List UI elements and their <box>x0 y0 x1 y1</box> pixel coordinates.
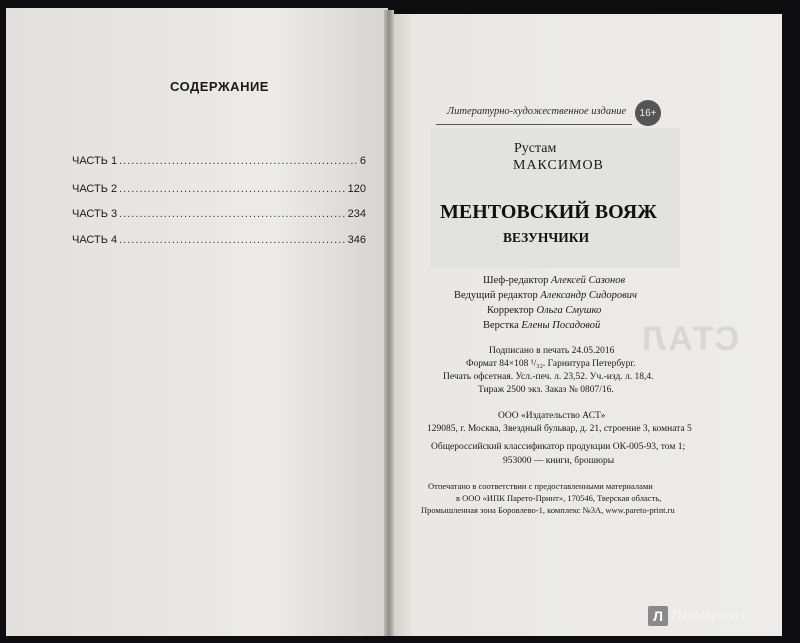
print-line: Формат 84×108 ¹/₃₂. Гарнитура Петербург. <box>466 359 636 369</box>
toc-leader-dots <box>119 208 346 220</box>
credit-name: Ольга Смушко <box>536 305 602 316</box>
author-last-name: МАКСИМОВ <box>513 158 604 173</box>
author-first-name: Рустам <box>514 141 557 156</box>
credit-name: Александр Сидорович <box>540 290 637 301</box>
print-line: Печать офсетная. Усл.-печ. л. 23,52. Уч.-изд. л. 18,4. <box>443 372 654 382</box>
printer-line: Промышленная зона Боровлево-1, комплекс №3А, www.pareto-print.ru <box>421 505 675 515</box>
publisher-line: 953000 — книги, брошюры <box>503 456 615 466</box>
left-page <box>6 8 388 636</box>
toc-item-page: 6 <box>359 155 366 167</box>
genre-label: Литературно-художественное издание <box>447 106 627 117</box>
publisher-line: Общероссийский классификатор продукции ОК-005-93, том 1; <box>431 442 686 452</box>
printer-line: в ООО «ИПК Парето-Принт», 170546, Тверская область, <box>456 493 662 503</box>
bleed-through-text: СТАЛ <box>640 320 740 358</box>
toc-leader-dots <box>119 183 346 195</box>
watermark-text: Лабиринт <box>671 607 748 624</box>
toc-item-label: ЧАСТЬ 2 <box>72 183 118 195</box>
toc-leader-dots <box>119 234 346 246</box>
credit-line <box>454 290 637 301</box>
toc-item-label: ЧАСТЬ 1 <box>72 155 118 167</box>
toc-item-3 <box>72 208 366 220</box>
book-subtitle: ВЕЗУНЧИКИ <box>503 230 590 245</box>
labirint-logo-icon: Л <box>648 606 668 626</box>
credit-role: Шеф-редактор <box>483 275 549 286</box>
credit-role: Верстка <box>483 320 519 331</box>
toc-item-page: 234 <box>347 208 366 220</box>
toc-item-page: 120 <box>347 183 366 195</box>
age-rating-badge: 16+ <box>635 100 661 126</box>
print-line: Тираж 2500 экз. Заказ № 0807/16. <box>478 385 614 395</box>
print-line: Подписано в печать 24.05.2016 <box>489 346 615 356</box>
credit-line <box>487 305 601 316</box>
credit-role: Ведущий редактор <box>454 290 538 301</box>
toc-item-2 <box>72 183 366 195</box>
publisher-line: ООО «Издательство АСТ» <box>498 411 606 421</box>
credit-line <box>483 275 625 286</box>
divider <box>436 124 632 125</box>
book-title: МЕНТОВСКИЙ ВОЯЖ <box>440 201 657 223</box>
toc-item-label: ЧАСТЬ 4 <box>72 234 118 246</box>
publisher-line: 129085, г. Москва, Звездный бульвар, д. 21, строение 3, комната 5 <box>427 424 692 434</box>
credit-name: Алексей Сазонов <box>551 275 626 286</box>
toc-item-1 <box>72 155 366 167</box>
printer-line: Отпечатано в соответствии с предоставленными материалами <box>428 481 653 491</box>
toc-item-page: 346 <box>347 234 366 246</box>
book-gutter <box>384 10 394 636</box>
toc-item-4 <box>72 234 366 246</box>
toc-leader-dots <box>119 155 358 167</box>
toc-item-label: ЧАСТЬ 3 <box>72 208 118 220</box>
credit-name: Елены Посадовой <box>521 320 601 331</box>
credit-line <box>483 320 600 331</box>
credit-role: Корректор <box>487 305 534 316</box>
toc-title: СОДЕРЖАНИЕ <box>170 79 269 94</box>
